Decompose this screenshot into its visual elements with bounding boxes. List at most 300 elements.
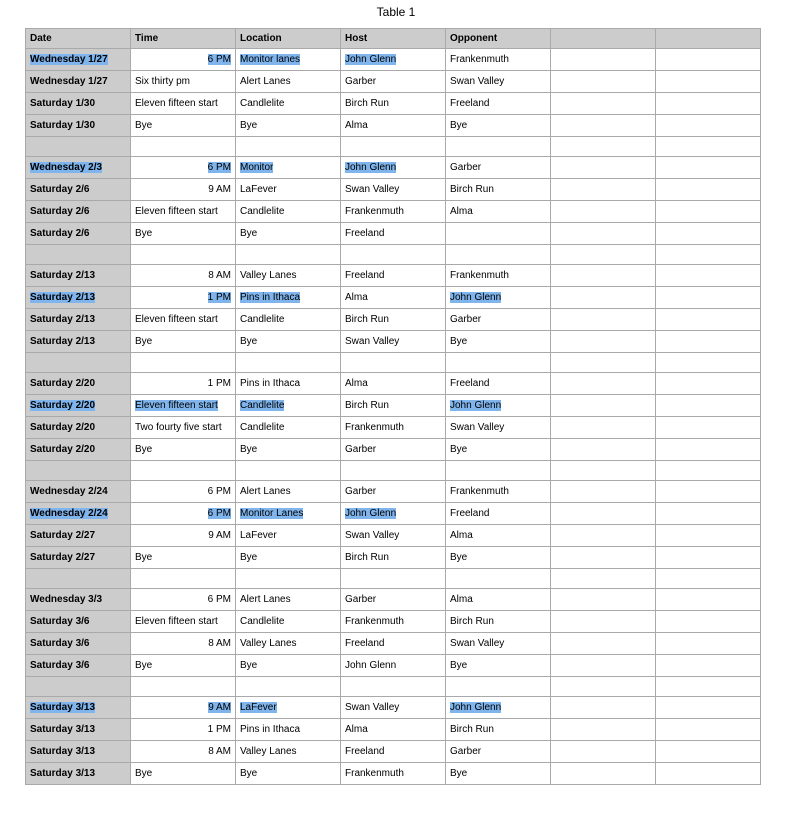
cell-time[interactable] — [131, 697, 236, 719]
cell-location[interactable] — [236, 201, 341, 223]
cell-location[interactable] — [236, 49, 341, 71]
cell-empty[interactable] — [551, 461, 656, 481]
cell-date[interactable] — [26, 245, 131, 265]
cell-host-text: John Glenn — [345, 54, 397, 65]
cell-host[interactable] — [341, 569, 446, 589]
cell-empty[interactable] — [551, 245, 656, 265]
cell-host[interactable] — [341, 697, 446, 719]
cell-date[interactable] — [26, 331, 131, 353]
cell-host[interactable] — [341, 353, 446, 373]
cell-opponent[interactable] — [446, 353, 551, 373]
cell-time[interactable] — [131, 223, 236, 245]
cell-opponent[interactable] — [446, 677, 551, 697]
cell-opponent[interactable] — [446, 611, 551, 633]
cell-empty[interactable] — [551, 633, 656, 655]
cell-empty[interactable] — [551, 481, 656, 503]
cell-opponent[interactable] — [446, 417, 551, 439]
cell-empty[interactable] — [551, 547, 656, 569]
table-row — [26, 287, 761, 309]
blank-row — [26, 677, 761, 697]
cell-time[interactable] — [131, 179, 236, 201]
cell-empty[interactable] — [551, 179, 656, 201]
cell-host[interactable] — [341, 93, 446, 115]
cell-location-text: Candlelite — [240, 98, 285, 109]
cell-location[interactable] — [236, 331, 341, 353]
cell-host[interactable] — [341, 287, 446, 309]
cell-empty[interactable] — [656, 503, 761, 525]
cell-location[interactable] — [236, 373, 341, 395]
cell-opponent[interactable] — [446, 265, 551, 287]
cell-date[interactable] — [26, 677, 131, 697]
cell-time[interactable] — [131, 115, 236, 137]
cell-opponent-text: Alma — [450, 530, 473, 541]
cell-empty[interactable] — [656, 309, 761, 331]
cell-date[interactable] — [26, 373, 131, 395]
cell-location[interactable] — [236, 395, 341, 417]
cell-location[interactable] — [236, 503, 341, 525]
cell-opponent[interactable] — [446, 179, 551, 201]
cell-opponent[interactable] — [446, 547, 551, 569]
cell-empty[interactable] — [551, 741, 656, 763]
cell-host-text: Birch Run — [345, 314, 389, 325]
cell-host[interactable] — [341, 373, 446, 395]
cell-opponent-text: Swan Valley — [450, 638, 505, 649]
cell-empty[interactable] — [551, 49, 656, 71]
cell-time[interactable] — [131, 439, 236, 461]
cell-time[interactable] — [131, 49, 236, 71]
cell-date[interactable] — [26, 439, 131, 461]
cell-empty[interactable] — [656, 569, 761, 589]
column-header-location[interactable]: Location — [236, 29, 341, 49]
cell-time[interactable] — [131, 547, 236, 569]
cell-date[interactable] — [26, 93, 131, 115]
cell-host-text: Freeland — [345, 746, 385, 757]
cell-opponent-text: Freeland — [450, 508, 490, 519]
cell-date[interactable] — [26, 223, 131, 245]
cell-opponent-text: Bye — [450, 768, 468, 779]
cell-date-text: Saturday 3/13 — [30, 746, 96, 757]
cell-empty[interactable] — [551, 763, 656, 785]
cell-empty[interactable] — [551, 569, 656, 589]
cell-empty[interactable] — [656, 525, 761, 547]
cell-opponent[interactable] — [446, 245, 551, 265]
cell-location[interactable] — [236, 569, 341, 589]
cell-time[interactable] — [131, 655, 236, 677]
cell-host[interactable] — [341, 547, 446, 569]
cell-time-text: Bye — [135, 336, 153, 347]
cell-location[interactable] — [236, 287, 341, 309]
cell-empty[interactable] — [551, 417, 656, 439]
cell-empty[interactable] — [656, 265, 761, 287]
cell-time[interactable] — [131, 763, 236, 785]
cell-empty[interactable] — [656, 439, 761, 461]
cell-empty[interactable] — [551, 287, 656, 309]
cell-date[interactable] — [26, 569, 131, 589]
cell-location[interactable] — [236, 763, 341, 785]
cell-date-text: Wednesday 2/24 — [30, 508, 108, 519]
cell-opponent[interactable] — [446, 633, 551, 655]
cell-location[interactable] — [236, 611, 341, 633]
cell-date[interactable] — [26, 265, 131, 287]
cell-empty[interactable] — [656, 71, 761, 93]
cell-host[interactable] — [341, 589, 446, 611]
cell-date-text: Saturday 2/27 — [30, 552, 96, 563]
cell-host[interactable] — [341, 525, 446, 547]
cell-time[interactable] — [131, 741, 236, 763]
cell-opponent-text: Birch Run — [450, 184, 494, 195]
cell-empty[interactable] — [551, 309, 656, 331]
cell-date[interactable] — [26, 697, 131, 719]
cell-date[interactable] — [26, 525, 131, 547]
cell-empty[interactable] — [656, 611, 761, 633]
cell-empty[interactable] — [656, 223, 761, 245]
cell-host[interactable] — [341, 309, 446, 331]
cell-empty[interactable] — [551, 589, 656, 611]
cell-opponent[interactable] — [446, 439, 551, 461]
cell-date[interactable] — [26, 611, 131, 633]
cell-empty[interactable] — [551, 93, 656, 115]
cell-opponent[interactable] — [446, 461, 551, 481]
cell-empty[interactable] — [551, 115, 656, 137]
cell-time[interactable] — [131, 309, 236, 331]
cell-opponent[interactable] — [446, 503, 551, 525]
cell-time-text: Six thirty pm — [135, 76, 191, 87]
cell-host-text: Freeland — [345, 228, 385, 239]
column-header-time[interactable]: Time — [131, 29, 236, 49]
cell-date[interactable] — [26, 503, 131, 525]
cell-time[interactable] — [131, 677, 236, 697]
cell-empty[interactable] — [656, 633, 761, 655]
table-row — [26, 373, 761, 395]
cell-location-text: Bye — [240, 336, 258, 347]
cell-empty[interactable] — [551, 373, 656, 395]
cell-time[interactable] — [131, 201, 236, 223]
cell-empty[interactable] — [656, 179, 761, 201]
cell-date-text: Wednesday 3/3 — [30, 594, 103, 605]
cell-date[interactable] — [26, 417, 131, 439]
cell-time[interactable] — [131, 719, 236, 741]
cell-date[interactable] — [26, 763, 131, 785]
cell-time-text: 6 PM — [207, 594, 231, 605]
cell-location[interactable] — [236, 137, 341, 157]
cell-time-text: 9 AM — [208, 530, 231, 541]
cell-time[interactable] — [131, 71, 236, 93]
column-header-empty[interactable] — [656, 29, 761, 49]
cell-opponent[interactable] — [446, 395, 551, 417]
cell-host-text: Frankenmuth — [345, 616, 404, 627]
cell-time[interactable] — [131, 525, 236, 547]
cell-empty[interactable] — [551, 697, 656, 719]
cell-empty[interactable] — [551, 655, 656, 677]
cell-location[interactable] — [236, 157, 341, 179]
cell-opponent[interactable] — [446, 763, 551, 785]
cell-location[interactable] — [236, 417, 341, 439]
cell-time[interactable] — [131, 287, 236, 309]
cell-empty[interactable] — [656, 677, 761, 697]
cell-date[interactable] — [26, 655, 131, 677]
cell-location[interactable] — [236, 265, 341, 287]
cell-location-text: LaFever — [240, 702, 277, 713]
cell-opponent[interactable] — [446, 287, 551, 309]
cell-opponent[interactable] — [446, 331, 551, 353]
cell-date-text: Saturday 2/20 — [30, 400, 96, 411]
cell-date[interactable] — [26, 287, 131, 309]
cell-location[interactable] — [236, 481, 341, 503]
cell-date[interactable] — [26, 547, 131, 569]
cell-date[interactable] — [26, 49, 131, 71]
cell-time-text: Bye — [135, 660, 153, 671]
cell-empty[interactable] — [551, 503, 656, 525]
table-row — [26, 547, 761, 569]
cell-host[interactable] — [341, 461, 446, 481]
cell-empty[interactable] — [551, 71, 656, 93]
cell-date[interactable] — [26, 71, 131, 93]
cell-date[interactable] — [26, 461, 131, 481]
cell-location[interactable] — [236, 525, 341, 547]
cell-empty[interactable] — [656, 157, 761, 179]
cell-time-text: 1 PM — [207, 724, 231, 735]
cell-time[interactable] — [131, 395, 236, 417]
cell-date[interactable] — [26, 633, 131, 655]
cell-time-text: 1 PM — [207, 378, 231, 389]
cell-host-text: John Glenn — [345, 508, 397, 519]
cell-host[interactable] — [341, 395, 446, 417]
cell-time-text: 9 AM — [208, 702, 231, 713]
cell-location[interactable] — [236, 223, 341, 245]
cell-empty[interactable] — [656, 763, 761, 785]
cell-empty[interactable] — [656, 417, 761, 439]
cell-empty[interactable] — [551, 611, 656, 633]
cell-date[interactable] — [26, 157, 131, 179]
cell-location[interactable] — [236, 741, 341, 763]
cell-time[interactable] — [131, 461, 236, 481]
cell-location-text: Candlelite — [240, 206, 285, 217]
cell-date[interactable] — [26, 481, 131, 503]
cell-date[interactable] — [26, 589, 131, 611]
cell-time-text: Bye — [135, 120, 153, 131]
cell-time[interactable] — [131, 503, 236, 525]
cell-opponent[interactable] — [446, 741, 551, 763]
cell-empty[interactable] — [656, 481, 761, 503]
cell-date-text: Saturday 2/20 — [30, 444, 96, 455]
column-header-opponent[interactable]: Opponent — [446, 29, 551, 49]
cell-empty[interactable] — [656, 655, 761, 677]
cell-empty[interactable] — [656, 115, 761, 137]
cell-opponent[interactable] — [446, 71, 551, 93]
cell-empty[interactable] — [551, 137, 656, 157]
cell-empty[interactable] — [551, 223, 656, 245]
cell-host[interactable] — [341, 677, 446, 697]
cell-time[interactable] — [131, 589, 236, 611]
cell-location[interactable] — [236, 719, 341, 741]
cell-empty[interactable] — [551, 395, 656, 417]
cell-time-text: Bye — [135, 444, 153, 455]
cell-empty[interactable] — [656, 137, 761, 157]
cell-empty[interactable] — [656, 245, 761, 265]
cell-date-text: Wednesday 2/3 — [30, 162, 103, 173]
cell-empty[interactable] — [656, 547, 761, 569]
cell-opponent[interactable] — [446, 309, 551, 331]
cell-host[interactable] — [341, 223, 446, 245]
cell-time[interactable] — [131, 157, 236, 179]
cell-host[interactable] — [341, 655, 446, 677]
cell-empty[interactable] — [656, 201, 761, 223]
cell-empty[interactable] — [551, 677, 656, 697]
cell-time[interactable] — [131, 373, 236, 395]
table-row — [26, 115, 761, 137]
cell-host[interactable] — [341, 719, 446, 741]
cell-opponent[interactable] — [446, 697, 551, 719]
cell-date[interactable] — [26, 719, 131, 741]
cell-opponent-text: Bye — [450, 552, 468, 563]
cell-location[interactable] — [236, 547, 341, 569]
cell-location[interactable] — [236, 93, 341, 115]
cell-location[interactable] — [236, 353, 341, 373]
cell-time[interactable] — [131, 93, 236, 115]
cell-opponent[interactable] — [446, 137, 551, 157]
cell-opponent[interactable] — [446, 481, 551, 503]
cell-empty[interactable] — [656, 719, 761, 741]
cell-host[interactable] — [341, 633, 446, 655]
cell-host[interactable] — [341, 763, 446, 785]
cell-time[interactable] — [131, 569, 236, 589]
cell-opponent[interactable] — [446, 719, 551, 741]
cell-location[interactable] — [236, 309, 341, 331]
cell-opponent[interactable] — [446, 525, 551, 547]
cell-location[interactable] — [236, 115, 341, 137]
table-row — [26, 503, 761, 525]
cell-time[interactable] — [131, 611, 236, 633]
cell-opponent-text: Alma — [450, 594, 473, 605]
cell-date-text: Saturday 2/27 — [30, 530, 96, 541]
cell-opponent[interactable] — [446, 49, 551, 71]
cell-location-text: Valley Lanes — [240, 638, 297, 649]
cell-location[interactable] — [236, 633, 341, 655]
cell-opponent[interactable] — [446, 93, 551, 115]
cell-host[interactable] — [341, 331, 446, 353]
cell-host[interactable] — [341, 179, 446, 201]
cell-host[interactable] — [341, 503, 446, 525]
cell-date[interactable] — [26, 201, 131, 223]
cell-opponent-text: Freeland — [450, 98, 490, 109]
cell-host-text: Swan Valley — [345, 184, 400, 195]
cell-empty[interactable] — [551, 719, 656, 741]
cell-empty[interactable] — [551, 157, 656, 179]
cell-date-text: Saturday 2/13 — [30, 270, 96, 281]
cell-host[interactable] — [341, 245, 446, 265]
cell-host[interactable] — [341, 71, 446, 93]
cell-empty[interactable] — [656, 395, 761, 417]
cell-location[interactable] — [236, 677, 341, 697]
cell-empty[interactable] — [551, 353, 656, 373]
cell-time[interactable] — [131, 245, 236, 265]
cell-host[interactable] — [341, 49, 446, 71]
cell-time[interactable] — [131, 265, 236, 287]
cell-empty[interactable] — [551, 331, 656, 353]
cell-time[interactable] — [131, 417, 236, 439]
cell-date[interactable] — [26, 137, 131, 157]
cell-location[interactable] — [236, 245, 341, 265]
cell-location[interactable] — [236, 71, 341, 93]
cell-empty[interactable] — [656, 49, 761, 71]
cell-opponent[interactable] — [446, 157, 551, 179]
cell-location[interactable] — [236, 697, 341, 719]
cell-empty[interactable] — [656, 589, 761, 611]
cell-time[interactable] — [131, 331, 236, 353]
cell-empty[interactable] — [551, 201, 656, 223]
cell-host[interactable] — [341, 481, 446, 503]
cell-host-text: Birch Run — [345, 98, 389, 109]
cell-date[interactable] — [26, 353, 131, 373]
cell-location[interactable] — [236, 179, 341, 201]
cell-date[interactable] — [26, 395, 131, 417]
cell-time[interactable] — [131, 137, 236, 157]
cell-date[interactable] — [26, 115, 131, 137]
cell-time[interactable] — [131, 481, 236, 503]
cell-opponent-text: Frankenmuth — [450, 54, 509, 65]
cell-opponent[interactable] — [446, 569, 551, 589]
cell-time-text: 8 AM — [208, 270, 231, 281]
table-row — [26, 589, 761, 611]
cell-location[interactable] — [236, 589, 341, 611]
column-header-host[interactable]: Host — [341, 29, 446, 49]
cell-date[interactable] — [26, 309, 131, 331]
column-header-date[interactable]: Date — [26, 29, 131, 49]
cell-date[interactable] — [26, 741, 131, 763]
cell-empty[interactable] — [656, 93, 761, 115]
cell-empty[interactable] — [656, 331, 761, 353]
cell-host[interactable] — [341, 201, 446, 223]
cell-empty[interactable] — [656, 373, 761, 395]
cell-empty[interactable] — [551, 439, 656, 461]
cell-opponent[interactable] — [446, 655, 551, 677]
cell-host[interactable] — [341, 137, 446, 157]
cell-opponent[interactable] — [446, 115, 551, 137]
cell-host[interactable] — [341, 157, 446, 179]
cell-opponent[interactable] — [446, 223, 551, 245]
column-header-empty[interactable] — [551, 29, 656, 49]
table-row — [26, 157, 761, 179]
cell-opponent[interactable] — [446, 201, 551, 223]
cell-time-text: 6 PM — [207, 162, 231, 173]
cell-date[interactable] — [26, 179, 131, 201]
cell-location-text: Alert Lanes — [240, 76, 291, 87]
cell-host[interactable] — [341, 741, 446, 763]
cell-empty[interactable] — [551, 525, 656, 547]
cell-opponent[interactable] — [446, 373, 551, 395]
cell-empty[interactable] — [656, 287, 761, 309]
cell-empty[interactable] — [656, 697, 761, 719]
table-row — [26, 741, 761, 763]
cell-host[interactable] — [341, 417, 446, 439]
cell-empty[interactable] — [656, 741, 761, 763]
cell-host[interactable] — [341, 115, 446, 137]
cell-opponent[interactable] — [446, 589, 551, 611]
cell-host[interactable] — [341, 439, 446, 461]
cell-location[interactable] — [236, 439, 341, 461]
cell-empty[interactable] — [551, 265, 656, 287]
cell-time[interactable] — [131, 633, 236, 655]
cell-empty[interactable] — [656, 353, 761, 373]
cell-location[interactable] — [236, 461, 341, 481]
cell-time[interactable] — [131, 353, 236, 373]
cell-host[interactable] — [341, 611, 446, 633]
cell-empty[interactable] — [656, 461, 761, 481]
cell-date-text: Saturday 1/30 — [30, 98, 96, 109]
cell-location[interactable] — [236, 655, 341, 677]
cell-location-text: Monitor — [240, 162, 274, 173]
cell-host[interactable] — [341, 265, 446, 287]
